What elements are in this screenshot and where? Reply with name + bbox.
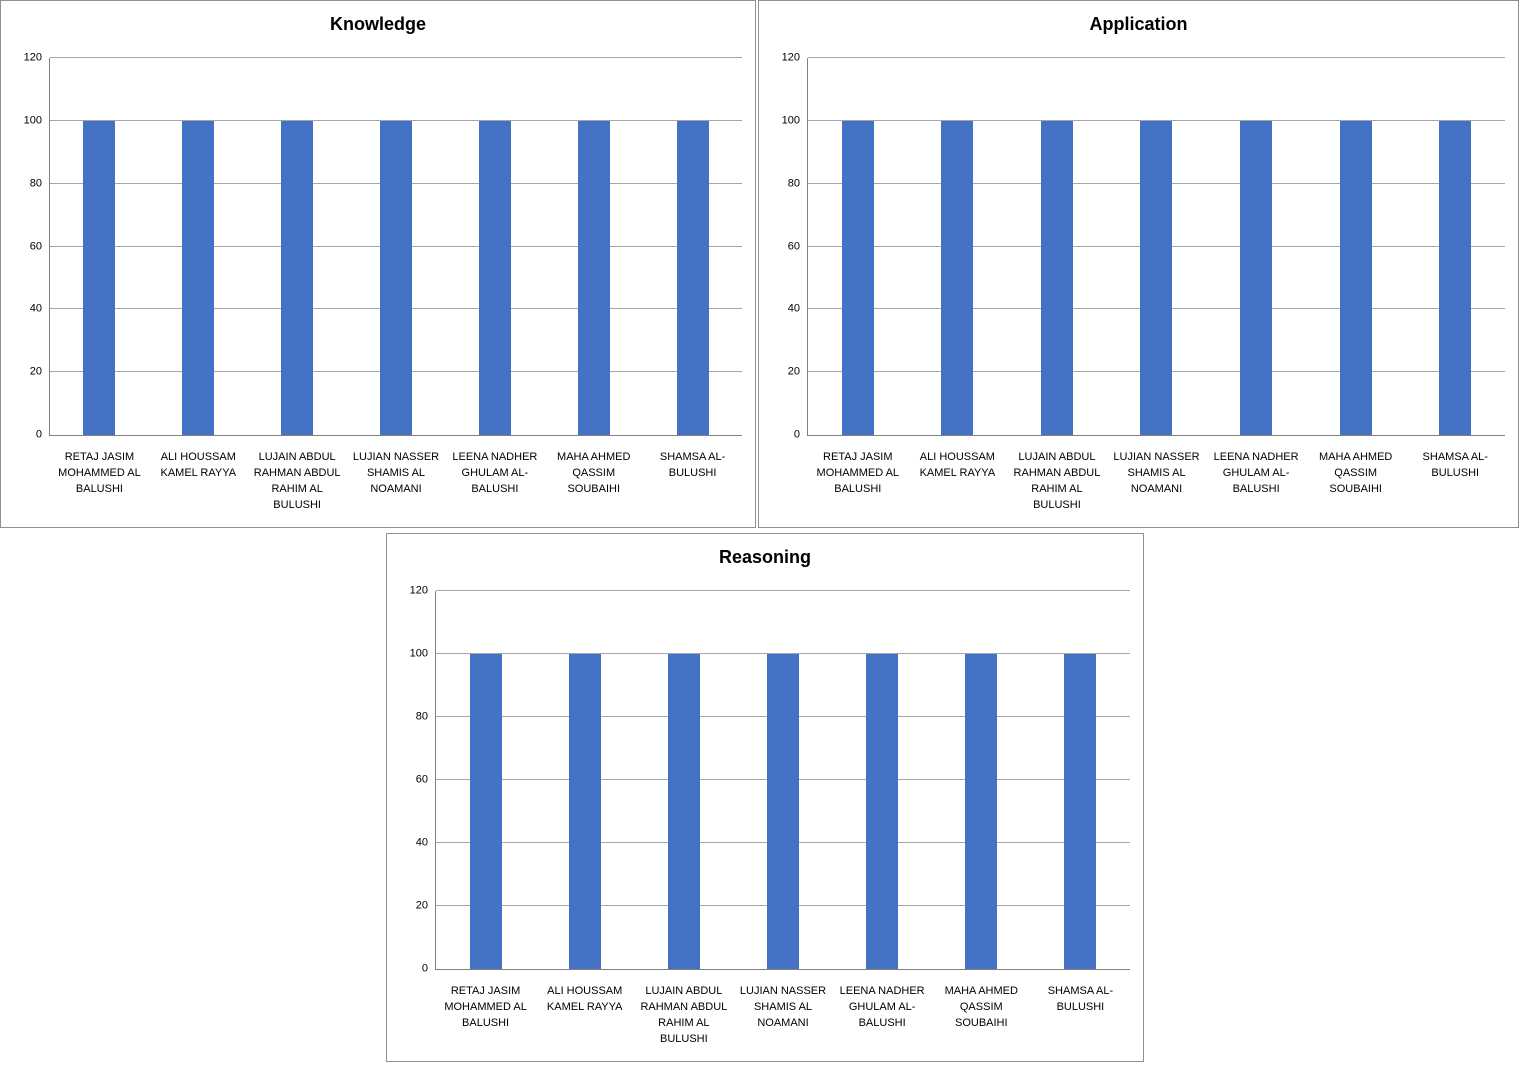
y-tick-label: 40 — [787, 302, 800, 315]
x-axis-category-label: SHAMSA AL-BULUSHI — [1422, 451, 1488, 479]
bar — [83, 121, 115, 435]
y-tick-label: 20 — [29, 365, 42, 378]
chart-panel-application — [758, 0, 1519, 528]
x-axis-category-label: SHAMSA AL-BULUSHI — [659, 451, 726, 479]
x-axis-category-labels — [808, 449, 1505, 513]
x-axis-category-label: LEENA NADHER GHULAM AL-BALUSHI — [452, 451, 538, 495]
plot-area — [23, 51, 742, 511]
x-axis-category-label: LUJIAN NASSER SHAMIS AL NOAMANI — [352, 451, 440, 495]
plot-area — [781, 51, 1505, 511]
x-axis-category-label: RETAJ JASIM MOHAMMED AL BALUSHI — [444, 985, 527, 1029]
bar — [470, 654, 502, 969]
bar-slot — [436, 591, 535, 969]
x-axis-category-label: ALI HOUSSAM KAMEL RAYYA — [919, 451, 996, 479]
x-axis-category-label: SHAMSA AL-BULUSHI — [1047, 985, 1114, 1013]
x-axis-category-label: LEENA NADHER GHULAM AL-BALUSHI — [1213, 451, 1299, 495]
y-tick-label: 120 — [781, 51, 800, 64]
x-axis-category-label: MAHA AHMED QASSIM SOUBAIHI — [557, 451, 631, 495]
bar — [578, 121, 610, 435]
y-tick-label: 120 — [23, 51, 42, 64]
y-tick-label: 100 — [23, 114, 42, 127]
bar-slot — [932, 591, 1031, 969]
bar-slot — [1405, 58, 1505, 435]
x-axis-category-label: RETAJ JASIM MOHAMMED AL BALUSHI — [816, 451, 900, 495]
bar-slot — [1107, 58, 1207, 435]
x-axis-category-label: LUJAIN ABDUL RAHMAN ABDUL RAHIM AL BULUSHI — [1013, 451, 1101, 511]
bar-slot — [535, 591, 634, 969]
bar-slot — [1306, 58, 1406, 435]
bar-slot — [1031, 591, 1130, 969]
plot-area — [409, 584, 1130, 1045]
y-tick-label: 80 — [415, 710, 428, 723]
bar-slot — [248, 58, 347, 435]
chart-title: Reasoning — [718, 547, 811, 567]
bar-slot — [1206, 58, 1306, 435]
bar-slot — [544, 58, 643, 435]
bar-slot — [634, 591, 733, 969]
x-axis-category-label: MAHA AHMED QASSIM SOUBAIHI — [944, 985, 1018, 1029]
bar — [1064, 654, 1096, 969]
x-axis-category-label: RETAJ JASIM MOHAMMED AL BALUSHI — [58, 451, 141, 495]
x-axis-category-label: LUJIAN NASSER SHAMIS AL NOAMANI — [739, 985, 827, 1029]
bar-slot — [733, 591, 832, 969]
bar-slot — [50, 58, 149, 435]
x-axis-category-label: ALI HOUSSAM KAMEL RAYYA — [160, 451, 237, 479]
bar — [1439, 121, 1471, 435]
bar-slot — [643, 58, 742, 435]
bar-slot — [808, 58, 908, 435]
y-tick-label: 20 — [415, 899, 428, 912]
bar — [866, 654, 898, 969]
bar — [677, 121, 709, 435]
y-tick-label: 80 — [787, 177, 800, 190]
y-tick-label: 100 — [781, 114, 800, 127]
bar — [941, 121, 973, 435]
bar-slot — [445, 58, 544, 435]
bar — [1240, 121, 1272, 435]
chart-title: Application — [1089, 14, 1188, 34]
bar-slot — [347, 58, 446, 435]
chart-panel-knowledge — [0, 0, 756, 528]
y-tick-label: 60 — [29, 240, 42, 252]
bar — [842, 121, 874, 435]
bar — [767, 654, 799, 969]
bar — [380, 121, 412, 435]
x-axis-category-labels — [436, 983, 1130, 1047]
chart-panel-reasoning — [386, 533, 1144, 1062]
y-tick-label: 60 — [787, 240, 800, 252]
bar-slot — [1007, 58, 1107, 435]
y-tick-label: 80 — [29, 177, 42, 190]
y-tick-label: 60 — [415, 773, 428, 786]
bar — [182, 121, 214, 435]
y-tick-label: 120 — [409, 584, 428, 597]
x-axis-category-label: MAHA AHMED QASSIM SOUBAIHI — [1319, 451, 1393, 495]
bar-series — [436, 591, 1130, 969]
bar — [1140, 121, 1172, 435]
bar-series — [50, 58, 742, 435]
bar — [1340, 121, 1372, 435]
y-tick-label: 100 — [409, 647, 428, 660]
x-axis-category-label: LUJAIN ABDUL RAHMAN ABDUL RAHIM AL BULUSHI — [640, 985, 728, 1045]
bar — [1041, 121, 1073, 435]
chart-title: Knowledge — [329, 14, 426, 34]
bar-slot — [833, 591, 932, 969]
x-axis-category-label: LUJAIN ABDUL RAHMAN ABDUL RAHIM AL BULUSHI — [253, 451, 341, 511]
y-tick-label: 40 — [415, 836, 428, 849]
y-tick-label: 20 — [787, 365, 800, 378]
x-axis-category-labels — [50, 449, 742, 513]
bar — [479, 121, 511, 435]
y-tick-label: 0 — [793, 428, 800, 441]
bar-slot — [908, 58, 1008, 435]
y-tick-label: 0 — [421, 962, 428, 975]
x-axis-category-label: LUJIAN NASSER SHAMIS AL NOAMANI — [1113, 451, 1200, 495]
y-tick-label: 0 — [35, 428, 42, 441]
bar — [668, 654, 700, 969]
bar-slot — [149, 58, 248, 435]
bar-series — [808, 58, 1505, 435]
bar — [569, 654, 601, 969]
y-tick-label: 40 — [29, 302, 42, 315]
bar — [281, 121, 313, 435]
x-axis-category-label: LEENA NADHER GHULAM AL-BALUSHI — [839, 985, 925, 1029]
bar — [965, 654, 997, 969]
x-axis-category-label: ALI HOUSSAM KAMEL RAYYA — [546, 985, 623, 1013]
